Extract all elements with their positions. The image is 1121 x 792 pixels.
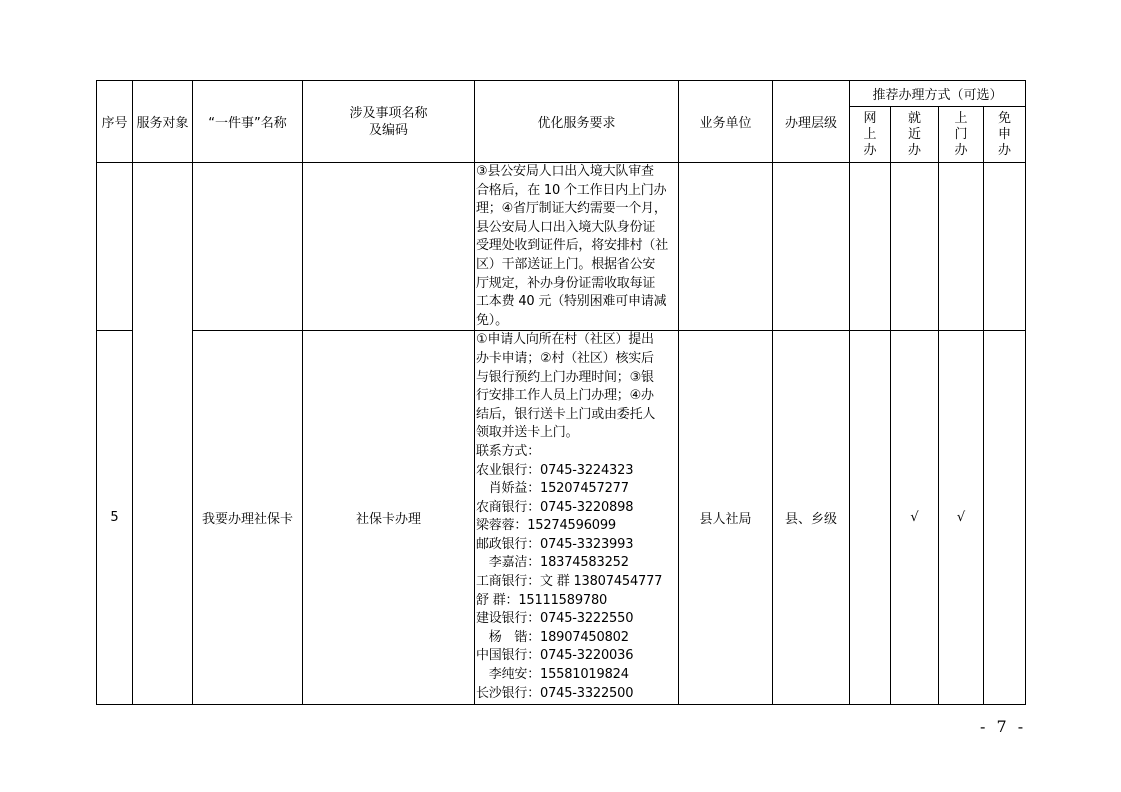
cell-m4: [984, 163, 1026, 331]
cell-one-thing: [193, 163, 303, 331]
cell-level: 县、乡级: [773, 331, 850, 705]
cell-level: [773, 163, 850, 331]
cell-m1: [850, 163, 891, 331]
cell-seq: 5: [97, 331, 133, 705]
cell-unit: [679, 163, 773, 331]
cell-m3-check: √: [939, 331, 984, 705]
header-seq: 序号: [97, 81, 133, 163]
header-level: 办理层级: [773, 81, 850, 163]
header-items-line2: 及编码: [368, 122, 408, 138]
cell-m2-check: √: [891, 331, 939, 705]
page-number: - 7 -: [980, 717, 1027, 736]
header-method-nearby: 就 近 办: [891, 107, 939, 163]
cell-m3: [939, 163, 984, 331]
cell-one-thing: 我要办理社保卡: [193, 331, 303, 705]
header-items: [303, 81, 475, 163]
cell-target: [133, 163, 193, 705]
cell-item: 社保卡办理: [303, 331, 475, 705]
cell-m1: [850, 331, 891, 705]
cell-requirements: ③县公安局人口出入境大队审查 合格后，在 10 个工作日内上门办 理；④省厅制证大约需要一个月， 县公安局人口出入境大队身份证 受理处收到证件后，将安排村（社 区）干部送证上门。根据省公安 厅规定，补办身份证需收取每证 工本费 40 元（特别困难可申请减 免）。: [475, 163, 679, 331]
cell-item: [303, 163, 475, 331]
cell-m4: [984, 331, 1026, 705]
cell-seq: [97, 163, 133, 331]
table-row: [97, 331, 1026, 705]
table-row: [97, 163, 1026, 331]
cell-unit: 县人社局: [679, 331, 773, 705]
cell-m2: [891, 163, 939, 331]
header-row-1: [97, 81, 1026, 107]
header-method-door: 上 门 办: [939, 107, 984, 163]
header-method-exempt: 免 申 办: [984, 107, 1026, 163]
header-method-online: 网 上 办: [850, 107, 891, 163]
header-requirements: 优化服务要求: [475, 81, 679, 163]
header-one-thing: “一件事”名称: [193, 81, 303, 163]
service-table: [96, 80, 1026, 705]
header-methods: 推荐办理方式（可选）: [850, 81, 1026, 107]
header-target: 服务对象: [133, 81, 193, 163]
header-unit: 业务单位: [679, 81, 773, 163]
cell-requirements: ①申请人向所在村（社区）提出 办卡申请；②村（社区）核实后 与银行预约上门办理时间；③银 行安排工作人员上门办理；④办 结后，银行送卡上门或由委托人 领取并送卡上门。 联系方式： 农业银行：0745-3224323 肖娇益：15207457277 农商银行：0745-3220898 梁蓉蓉：15274596099 邮政银行：0745-3323993 李嘉洁：18374583252 工商银行：文 群 13807454777 舒 群：15111589780 建设银行：0745-3222550 杨 锴：18907450802 中国银行：0745-3220036 李纯安：15581019824 长沙银行：0745-3322500: [475, 331, 679, 705]
header-items-line1: 涉及事项名称: [349, 105, 428, 121]
